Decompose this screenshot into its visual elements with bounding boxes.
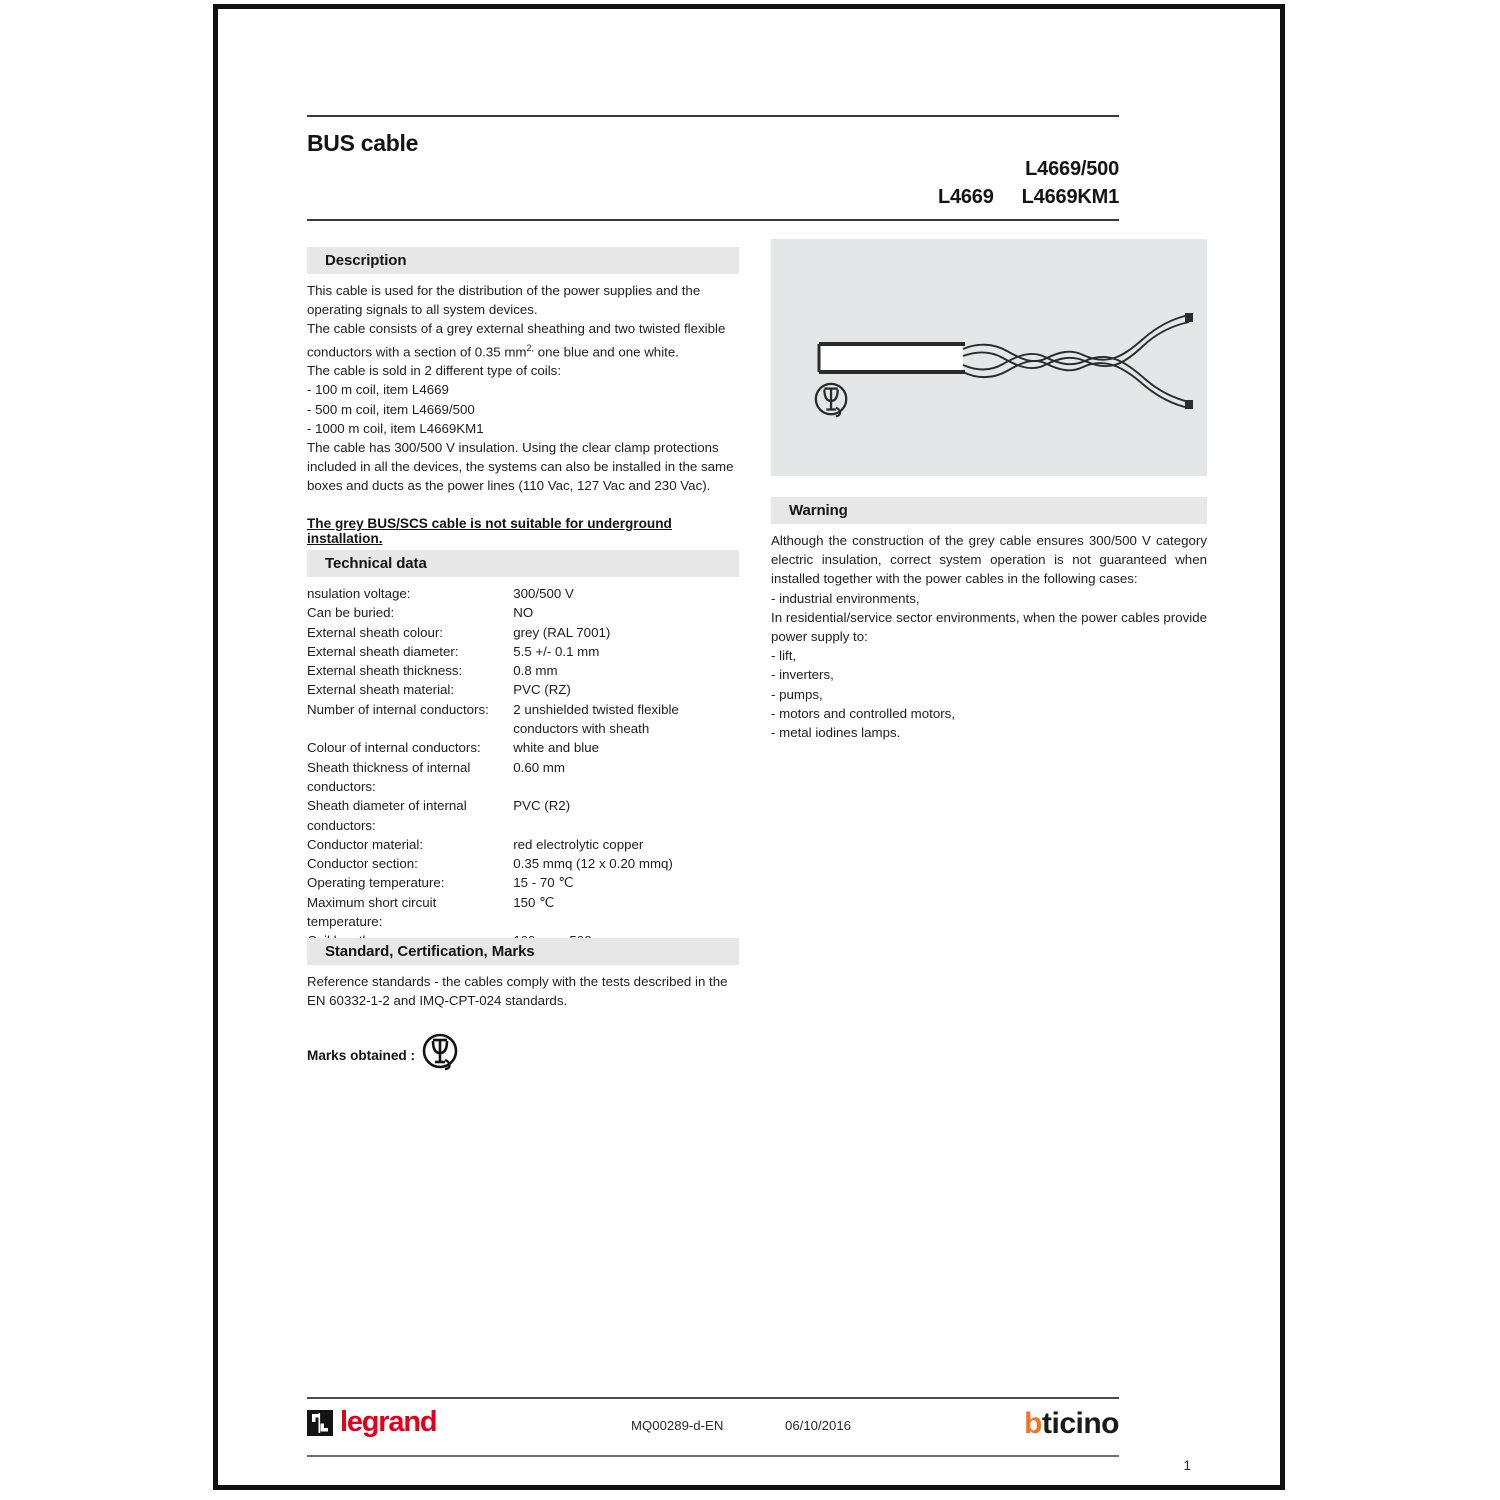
bticino-b-mark: b [1024,1407,1042,1440]
warning-item-lift: - lift, [771,648,797,664]
product-ref-secondary [938,183,1119,211]
page-title: BUS cable [307,130,419,156]
table-row [307,642,739,661]
tech-row-value: 300/500 V [513,586,574,601]
tech-row-label: nsulation voltage: [307,586,411,601]
tech-row-label: External sheath material: [307,682,455,698]
tech-row-label: Maximum short circuit temperature: [307,894,437,930]
marks-obtained-row [307,1032,739,1079]
document-id: MQ00289-d-EN [631,1418,724,1433]
tech-row-label: External sheath diameter: [307,643,459,659]
table-row [307,835,739,854]
table-row [307,893,739,932]
tech-row-label: Conductor material: [307,836,424,852]
standards-heading: Standard, Certification, Marks [307,938,739,965]
product-ref-l4669: L4669 [937,186,994,208]
standards-text [307,972,739,1010]
tech-row-label: Conductor section: [307,856,418,872]
technical-data-table [307,584,739,951]
technical-data-section [307,550,739,951]
tech-row-value: NO [513,605,534,621]
imq-mark-icon [421,1032,461,1079]
tech-row-value: PVC (R2) [513,798,571,814]
page-content [218,9,1280,1485]
warning-section [771,497,1207,742]
description-para-2-main: The cable consists of a grey external sheathing and two twisted flexible conductors with a section of 0.35 mm [307,321,726,360]
description-para-2-tail: one blue and one white. [537,344,679,360]
bticino-wordmark: ticino [1042,1407,1119,1440]
description-text [307,281,739,496]
header-body [307,117,1119,219]
product-references [938,155,1119,211]
warning-item-inverters: - inverters, [771,667,834,683]
technical-data-heading: Technical data [307,550,739,577]
legrand-wordmark: legrand [340,1406,437,1438]
description-para-4: The cable has 300/500 V insulation. Using the clear clamp protections included in all the devices, the systems can also be installed in the same boxes and ducts as the power lines (110 Vac, 127 Vac and 230 Vac). [307,440,734,494]
bus-cable-illustration [771,239,1207,476]
tech-row-value: grey (RAL 7001) [513,624,611,640]
description-coil-1000: - 1000 m coil, item L4669KM1 [307,420,484,436]
tech-row-label: External sheath thickness: [307,663,463,679]
tech-row-value: 15 - 70 ℃ [513,875,574,891]
page-frame [213,4,1285,1490]
document-date: 06/10/2016 [785,1418,852,1433]
table-row [307,738,739,757]
table-row [307,584,739,603]
description-para-2 [307,319,739,361]
document-footer [307,1397,1119,1457]
underground-notice: The grey BUS/SCS cable is not suitable for underground installation. [307,515,672,546]
marks-obtained-label: Marks obtained : [307,1048,416,1064]
tech-row-label: Can be buried: [307,605,395,621]
bticino-logo [1024,1409,1119,1439]
tech-row-value: 0.35 mmq (12 x 0.20 mmq) [513,856,673,872]
table-row [307,796,739,835]
table-row [307,603,739,622]
legrand-logo [307,1408,436,1437]
warning-item-motors: - motors and controlled motors, [771,705,956,721]
document-header [307,115,1119,221]
tech-row-label: Operating temperature: [307,875,445,891]
description-section [307,247,739,546]
table-row [307,623,739,642]
tech-row-value: white and blue [513,740,599,756]
table-row [307,700,739,739]
tech-row-label: Sheath diameter of internal conductors: [307,798,467,833]
header-rule-bottom [307,219,1119,221]
product-ref-primary: L4669/500 [1025,158,1119,180]
tech-row-label: Number of internal conductors: [307,701,489,717]
warning-second-intro: In residential/service sector environments, when the power cables provide power supply to: [771,609,1207,645]
tech-row-value: PVC (RZ) [513,682,571,698]
table-row [307,758,739,797]
description-coil-100: - 100 m coil, item L4669 [307,382,449,398]
tech-row-value: red electrolytic copper [513,836,644,852]
tech-row-value: 2 unshielded twisted flexible conductors with sheath [513,701,679,737]
description-coil-500: - 500 m coil, item L4669/500 [307,401,475,417]
warning-item-pumps: - pumps, [771,686,823,702]
table-row [307,873,739,892]
tech-row-value: 5.5 +/- 0.1 mm [513,643,600,659]
product-image-section [771,239,1207,476]
footer-rule-bottom [307,1455,1119,1457]
table-row [307,854,739,873]
standards-reference: Reference standards - the cables comply with the tests described in the EN 60332-1-2 and IMQ-CPT-024 standards. [307,974,728,1009]
table-row [307,680,739,699]
tech-row-value: 150 ℃ [513,894,555,910]
footer-body [307,1399,1119,1455]
table-row [307,661,739,680]
legrand-mark-icon [307,1410,333,1436]
description-para-1: This cable is used for the distribution of the power supplies and the operating signals to all system devices. [307,283,701,318]
section-superscript: 2, [526,342,535,353]
tech-row-label: External sheath colour: [307,624,444,640]
warning-heading: Warning [771,497,1207,524]
standards-section [307,938,739,1079]
description-para-3: The cable is sold in 2 different type of coils: [307,363,562,379]
warning-item-lamps: - metal iodines lamps. [771,725,901,741]
warning-item-industrial: - industrial environments, [771,590,920,606]
tech-row-value: 0.60 mm [513,759,565,775]
product-ref-l4669km1: L4669KM1 [1021,186,1119,208]
page-number: 1 [1183,1458,1191,1473]
description-heading: Description [307,247,739,274]
tech-row-label: Colour of internal conductors: [307,740,481,756]
tech-row-label: Sheath thickness of internal conductors: [307,759,471,794]
warning-text [771,531,1207,742]
warning-intro: Although the construction of the grey cable ensures 300/500 V category electric insulation, correct system operation is not guaranteed when installed together with the power cables in the following cases: [771,533,1207,587]
tech-row-value: 0.8 mm [513,663,558,679]
